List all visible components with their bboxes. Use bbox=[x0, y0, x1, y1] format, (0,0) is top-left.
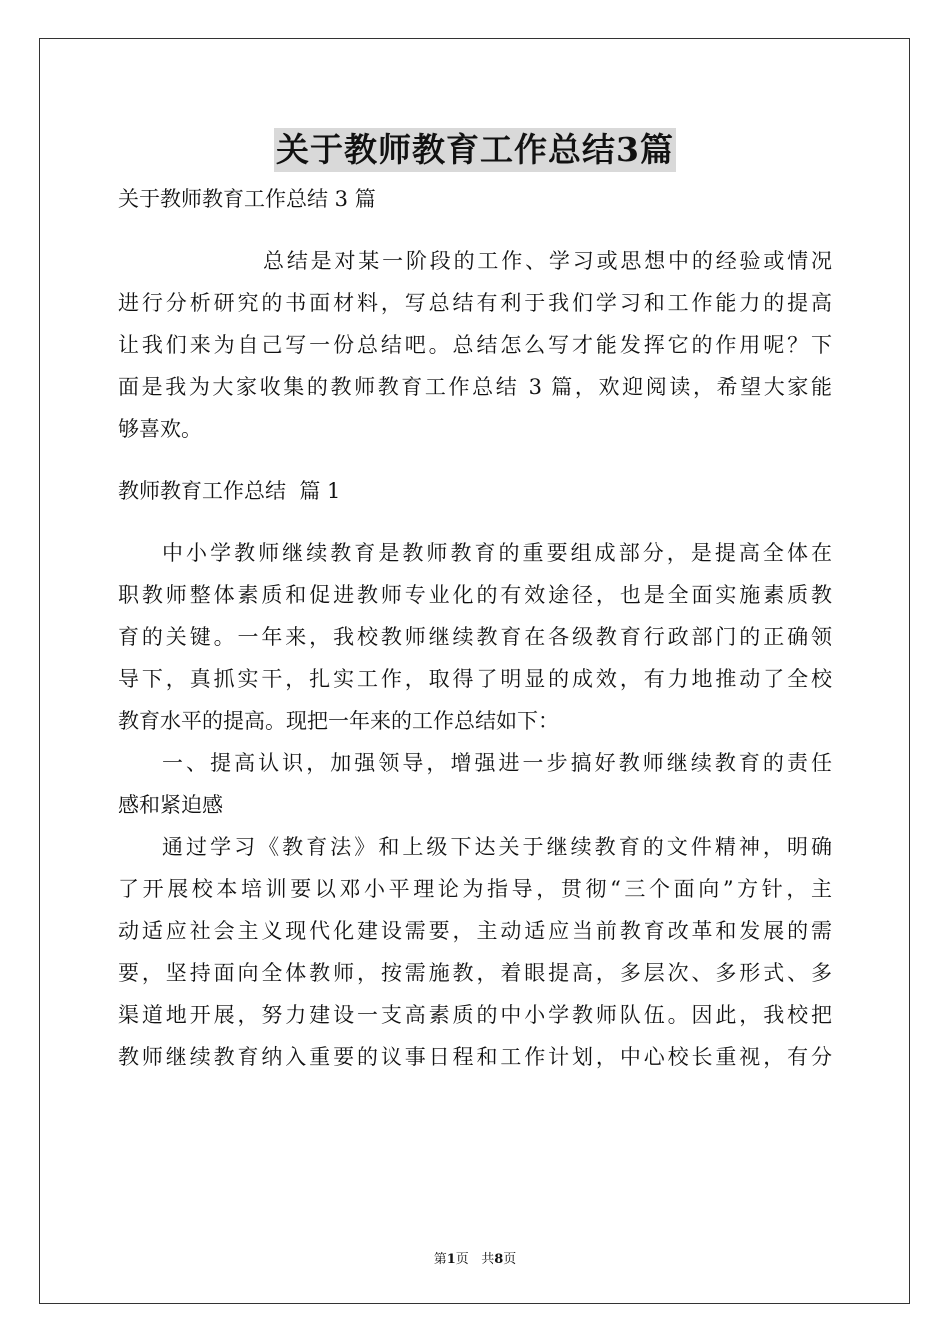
subtitle-line: 关于教师教育工作总结 3 篇 bbox=[118, 187, 376, 211]
paragraph-line: 育的关键。一年来，我校教师继续教育在各级教育行政部门的正确领 bbox=[118, 625, 832, 649]
document-body bbox=[118, 178, 832, 1078]
document-title: 关于教师教育工作总结3篇 bbox=[274, 128, 676, 172]
section-heading: 教师教育工作总结 篇 1 bbox=[118, 479, 341, 503]
page-number: 1 bbox=[446, 1252, 456, 1267]
intro-line: 够喜欢。 bbox=[118, 417, 202, 441]
total-suffix: 页 bbox=[503, 1252, 517, 1267]
point-heading-line: 一、提高认识，加强领导，增强进一步搞好教师继续教育的责任 bbox=[162, 751, 832, 775]
total-pages: 8 bbox=[494, 1252, 504, 1267]
title-area bbox=[0, 128, 950, 172]
paragraph-line: 通过学习《教育法》和上级下达关于继续教育的文件精神，明确 bbox=[162, 835, 832, 859]
intro-line: 面是我为大家收集的教师教育工作总结 3 篇，欢迎阅读，希望大家能 bbox=[118, 375, 832, 399]
intro-line: 让我们来为自己写一份总结吧。总结怎么写才能发挥它的作用呢？下 bbox=[118, 333, 832, 357]
paragraph-line: 了开展校本培训要以邓小平理论为指导，贯彻“三个面向”方针，主 bbox=[118, 877, 832, 901]
paragraph-line: 要，坚持面向全体教师，按需施教，着眼提高，多层次、多形式、多 bbox=[118, 961, 832, 985]
paragraph-line: 导下，真抓实干，扎实工作，取得了明显的成效，有力地推动了全校 bbox=[118, 667, 832, 691]
total-prefix: 共 bbox=[481, 1252, 495, 1267]
paragraph-line: 渠道地开展，努力建设一支高素质的中小学教师队伍。因此，我校把 bbox=[118, 1003, 832, 1027]
page-suffix: 页 bbox=[455, 1252, 469, 1267]
intro-line: 总结是对某一阶段的工作、学习或思想中的经验或情况 bbox=[263, 249, 832, 273]
paragraph-line: 教育水平的提高。现把一年来的工作总结如下： bbox=[118, 709, 559, 733]
page-footer bbox=[0, 1248, 950, 1267]
intro-line: 进行分析研究的书面材料，写总结有利于我们学习和工作能力的提高 bbox=[118, 291, 832, 315]
point-heading-line: 感和紧迫感 bbox=[118, 793, 223, 817]
paragraph-line: 职教师整体素质和促进教师专业化的有效途径，也是全面实施素质教 bbox=[118, 583, 832, 607]
paragraph-line: 动适应社会主义现代化建设需要，主动适应当前教育改革和发展的需 bbox=[118, 919, 832, 943]
paragraph-line: 中小学教师继续教育是教师教育的重要组成部分，是提高全体在 bbox=[162, 541, 832, 565]
page-prefix: 第 bbox=[433, 1252, 447, 1267]
paragraph-line: 教师继续教育纳入重要的议事日程和工作计划，中心校长重视，有分 bbox=[118, 1045, 832, 1069]
